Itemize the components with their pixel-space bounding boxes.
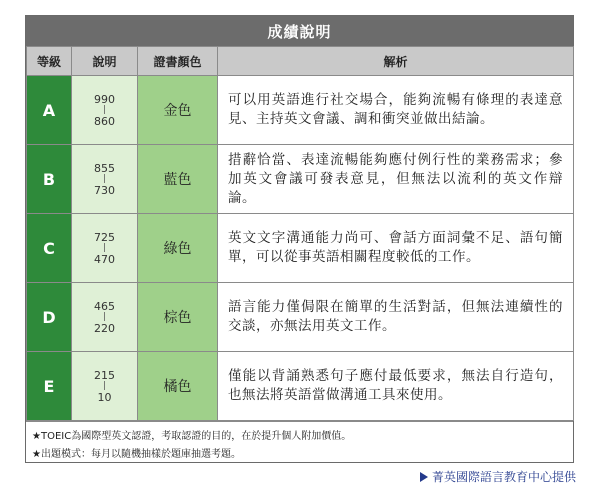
score-range [72, 352, 138, 421]
certificate-color: 橘色 [138, 352, 218, 421]
range-separator: | [102, 380, 107, 391]
header-score: 說明 [72, 47, 138, 76]
range-separator: | [102, 311, 107, 322]
score-low: 860 [94, 114, 115, 128]
certificate-color: 綠色 [138, 214, 218, 283]
range-separator: | [102, 173, 107, 184]
notes [26, 421, 573, 464]
score-low: 730 [94, 183, 115, 197]
provider-text: 菁英國際語言教育中心提供 [431, 470, 576, 484]
table-row [27, 283, 574, 352]
score-high: 725 [94, 230, 115, 244]
score-table-panel [25, 15, 574, 463]
grade-description: 可以用英語進行社交場合，能夠流暢有條理的表達意見、主持英文會議、調和衝突並做出結論。 [218, 76, 574, 145]
score-high: 990 [94, 92, 115, 106]
grade-description: 僅能以背誦熟悉句子應付最低要求，無法自行造句，也無法將英語當做溝通工具來使用。 [218, 352, 574, 421]
score-range [72, 145, 138, 214]
score-table [26, 46, 574, 421]
certificate-color: 金色 [138, 76, 218, 145]
table-row [27, 214, 574, 283]
header-color: 證書顏色 [138, 47, 218, 76]
score-high: 215 [94, 368, 115, 382]
header-desc: 解析 [218, 47, 574, 76]
score-range [72, 283, 138, 352]
table-row [27, 352, 574, 421]
score-range [72, 76, 138, 145]
range-separator: | [102, 242, 107, 253]
grade-description: 英文文字溝通能力尚可、會話方面詞彙不足、語句簡單，可以從事英語相關程度較低的工作。 [218, 214, 574, 283]
score-low: 10 [97, 390, 112, 404]
grade-cell: E [27, 352, 72, 421]
score-high: 855 [94, 161, 115, 175]
score-low: 220 [94, 321, 115, 335]
score-low: 470 [94, 252, 115, 266]
grade-description: 措辭恰當、表達流暢能夠應付例行性的業務需求；參加英文會議可發表意見，但無法以流利的英文作辯論。 [218, 145, 574, 214]
provider-credit [420, 468, 576, 485]
grade-cell: D [27, 283, 72, 352]
note-line: ★出題模式：每月以隨機抽樣於題庫抽選考題。 [32, 449, 241, 460]
certificate-color: 棕色 [138, 283, 218, 352]
range-separator: | [102, 104, 107, 115]
certificate-color: 藍色 [138, 145, 218, 214]
grade-description: 語言能力僅侷限在簡單的生活對話，但無法連續性的交談，亦無法用英文工作。 [218, 283, 574, 352]
score-high: 465 [94, 299, 115, 313]
grade-cell: C [27, 214, 72, 283]
header-grade: 等級 [27, 47, 72, 76]
score-range [72, 214, 138, 283]
triangle-right-icon [420, 472, 428, 482]
table-row [27, 76, 574, 145]
grade-cell: B [27, 145, 72, 214]
grade-cell: A [27, 76, 72, 145]
note-line: ★TOEIC為國際型英文認證，考取認證的目的，在於提升個人附加價值。 [32, 431, 352, 442]
table-row [27, 145, 574, 214]
table-title: 成績說明 [26, 16, 573, 46]
